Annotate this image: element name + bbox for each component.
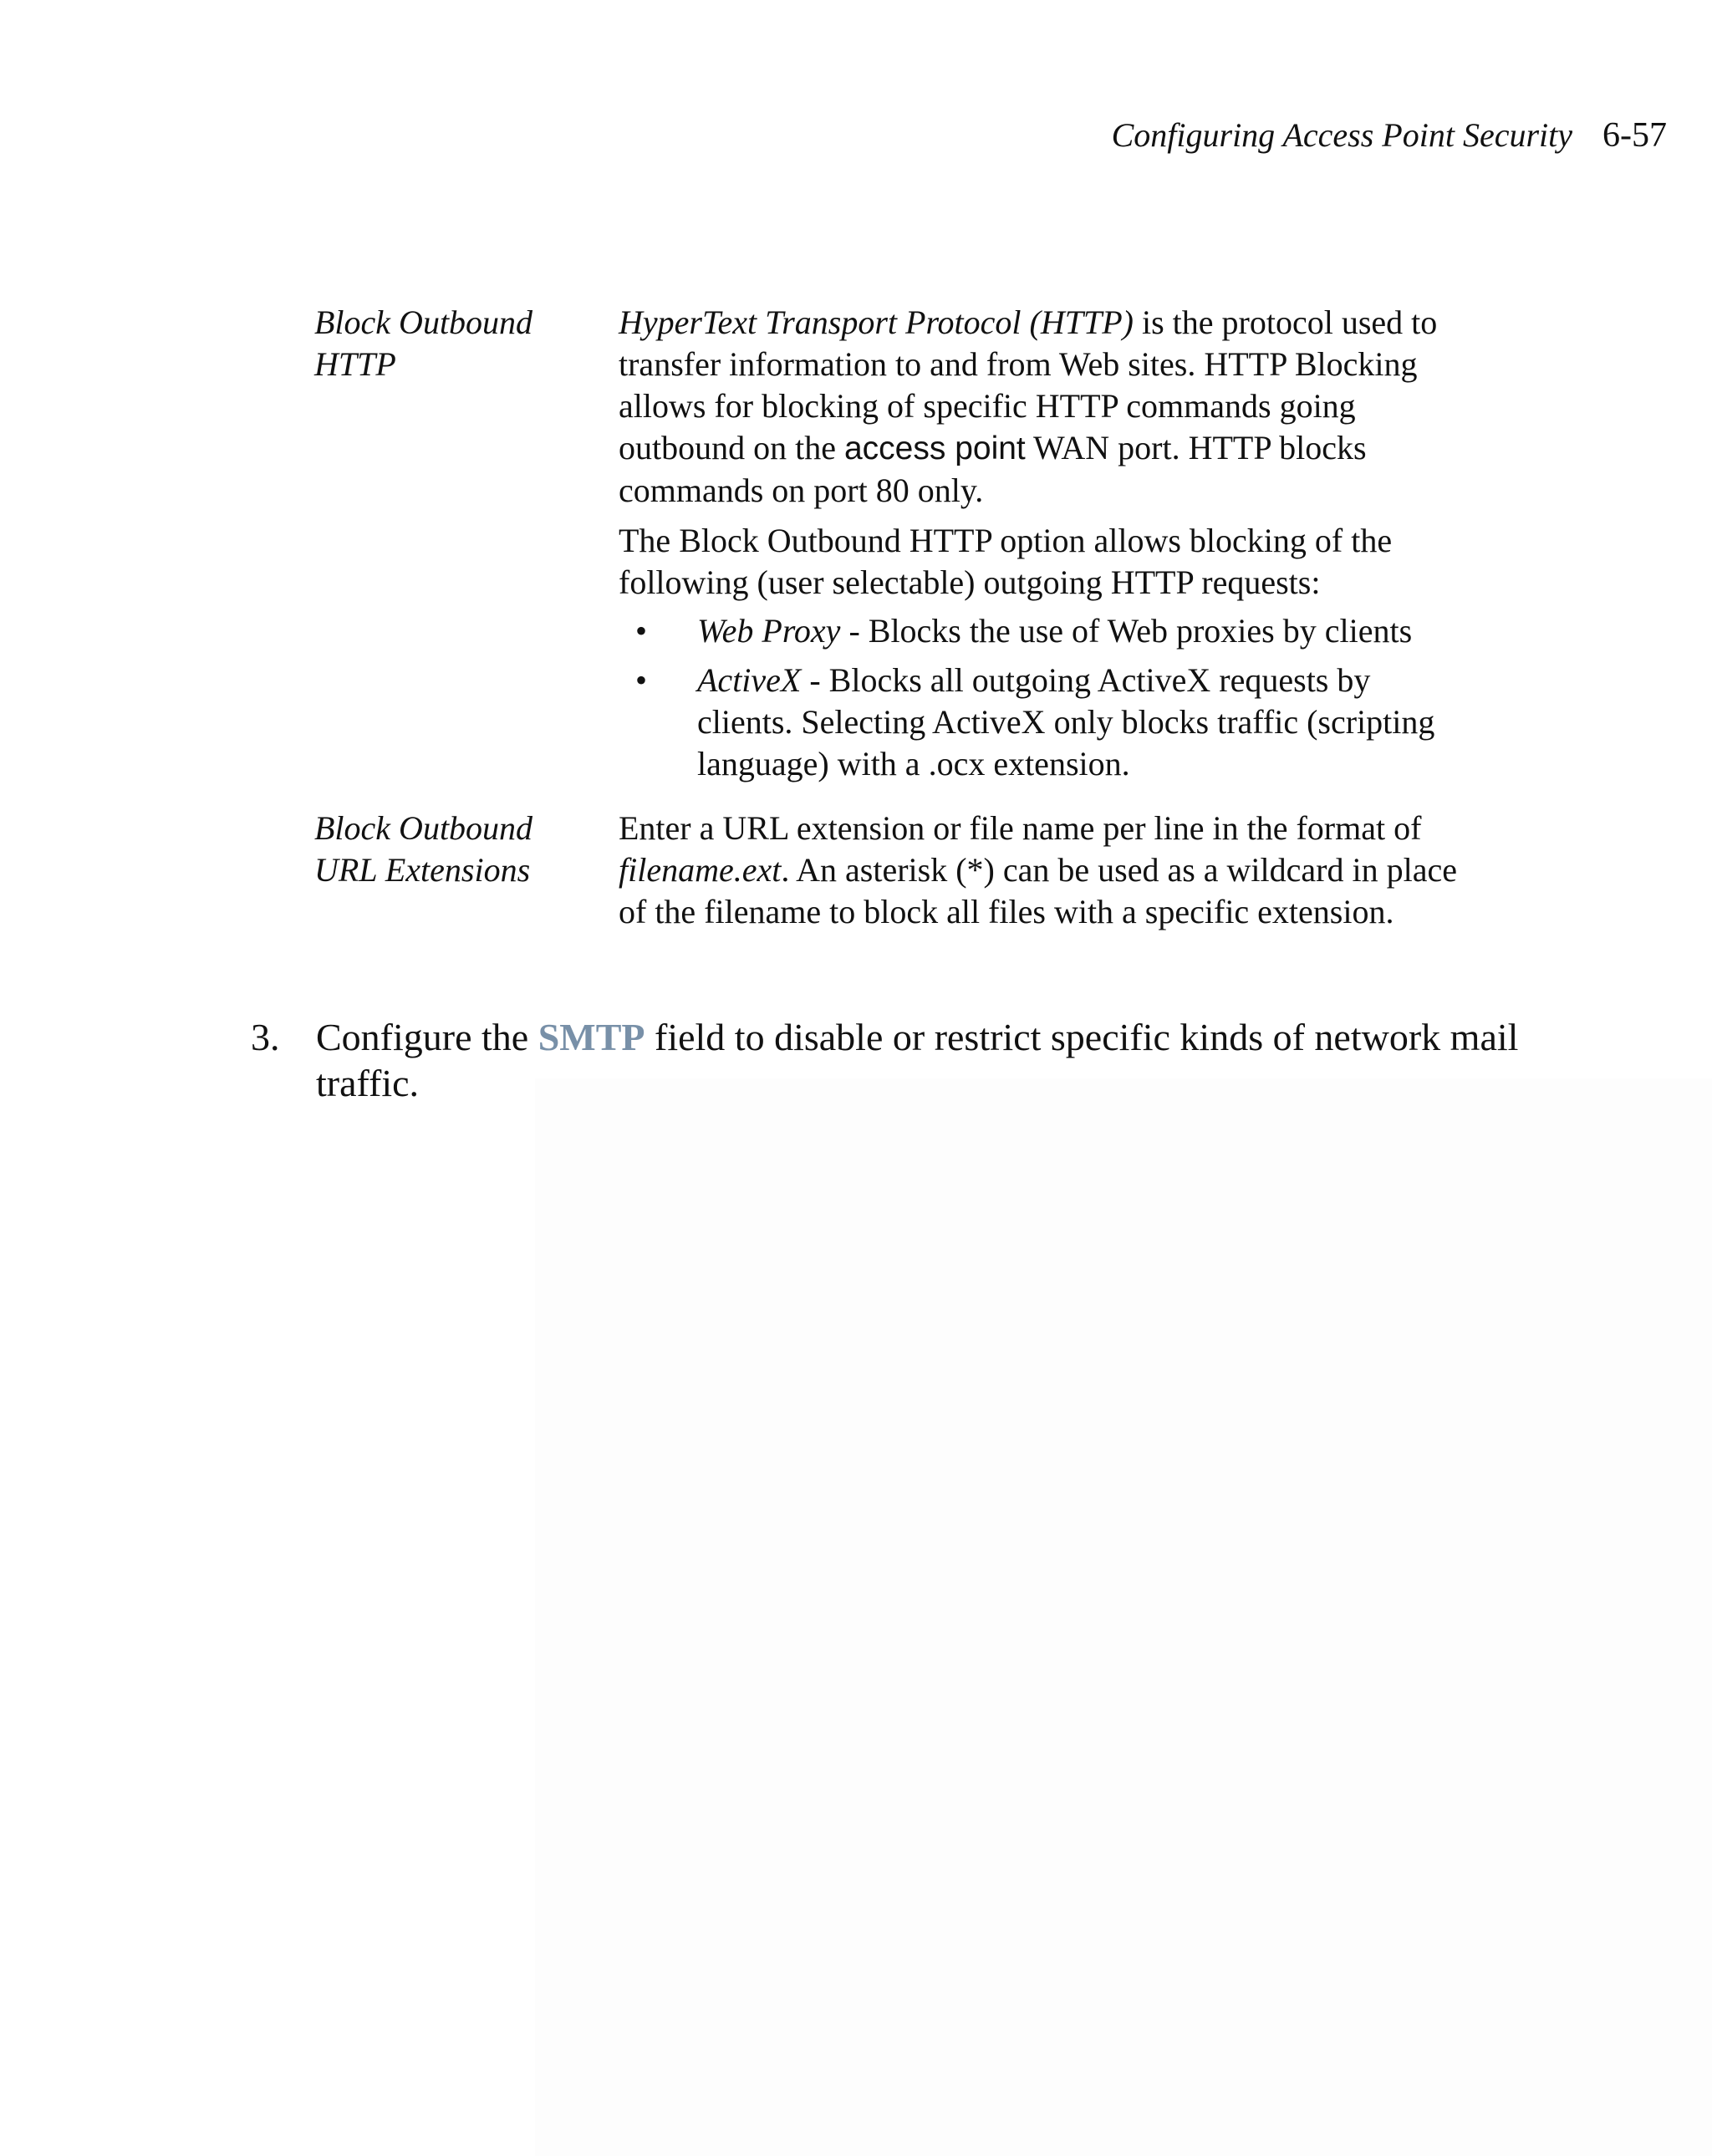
definition-text: WAN port. HTTP blocks commands on port 80 only. xyxy=(619,429,1367,509)
term-line: Block Outbound xyxy=(314,809,533,847)
option-name: ActiveX xyxy=(697,661,802,699)
option-description: - Blocks the use of Web proxies by clients xyxy=(840,612,1413,650)
bullet-icon: • xyxy=(635,661,648,699)
step-text-part: Configure the xyxy=(316,1016,538,1058)
background-panel xyxy=(535,1078,1712,2156)
definition-paragraph xyxy=(619,302,1471,512)
term-line: URL Extensions xyxy=(314,851,531,889)
term-definition xyxy=(619,302,1471,785)
list-item xyxy=(619,610,1471,652)
definition-text: is the protocol used to transfer information to and from Web sites. HTTP Blocking allows for blocking of specific HTTP commands going outbound on the xyxy=(619,303,1438,466)
term-line: HTTP xyxy=(314,345,396,383)
option-description: - Blocks all outgoing ActiveX requests by clients. Selecting ActiveX only blocks traffic (scripting language) with a .ocx extension. xyxy=(697,661,1435,782)
step-text xyxy=(316,1014,1536,1106)
bullet-list xyxy=(619,610,1471,785)
term-label xyxy=(314,808,590,891)
definition-paragraph xyxy=(619,808,1471,933)
protocol-name: HyperText Transport Protocol (HTTP) xyxy=(619,303,1134,341)
running-title: Configuring Access Point Security xyxy=(1111,116,1572,154)
page-number: 6-57 xyxy=(1602,116,1667,155)
step-number: 3. xyxy=(251,1016,280,1058)
term-line: Block Outbound xyxy=(314,303,533,341)
page-header xyxy=(1112,114,1667,157)
smtp-keyword: SMTP xyxy=(538,1016,645,1058)
filename-format: filename.ext xyxy=(619,851,782,889)
step-text-part: field to disable or restrict specific kinds of network mail traffic. xyxy=(316,1016,1519,1104)
term-definition xyxy=(619,808,1471,933)
term-label xyxy=(314,302,590,385)
bullet-icon: • xyxy=(635,612,648,650)
list-item xyxy=(619,660,1471,785)
definition-paragraph: The Block Outbound HTTP option allows blocking of the following (user selectable) outgoing HTTP requests: xyxy=(619,522,1393,601)
definition-text: . An asterisk (*) can be used as a wildcard in place of the filename to block all files with a specific extension. xyxy=(619,851,1457,930)
access-point-text: access point xyxy=(843,431,1026,466)
option-name: Web Proxy xyxy=(697,612,841,650)
definition-text: Enter a URL extension or file name per line in the format of xyxy=(619,809,1422,847)
